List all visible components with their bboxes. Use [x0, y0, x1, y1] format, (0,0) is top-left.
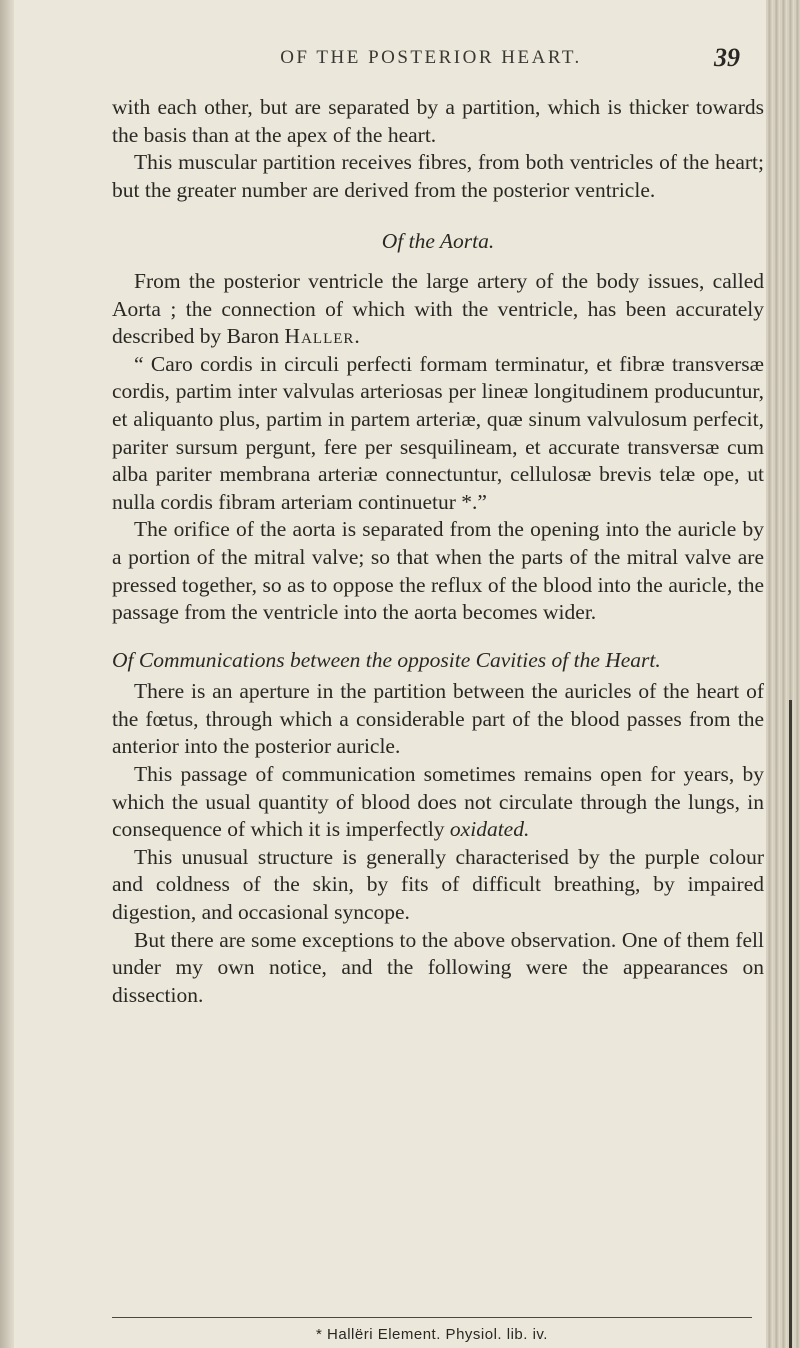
- page-number: 39: [714, 43, 740, 72]
- paragraph-continued: with each other, but are separated by a partition, which is thicker towards the basis than at the apex of the heart.: [112, 95, 764, 147]
- paragraph-muscular-partition: This muscular partition receives fibres, from both ventricles of the heart; but the greater number are derived from the posterior ventricle.: [112, 150, 764, 202]
- paragraph-structure: This unusual structure is generally characterised by the purple colour and coldness of the skin, by fits of difficult breathing, by impaired digestion, and occasional syncope.: [112, 844, 764, 925]
- paragraph-aorta: [112, 268, 764, 351]
- page-header: [112, 43, 750, 83]
- paragraph-exceptions: But there are some exceptions to the above observation. One of them fell under my own notice, and the following were the appearances on dissection.: [112, 927, 764, 1007]
- section-heading-communications: Of Communications between the opposite Cavities of the Heart.: [112, 647, 661, 672]
- paragraph-aperture: There is an aperture in the partition between the auricles of the heart of the fœtus, through which a considerable part of the blood passes from the anterior into the posterior auricle.: [112, 679, 764, 759]
- italic-oxidated: oxidated.: [449, 817, 530, 842]
- section-heading-aorta: Of the Aorta.: [381, 229, 495, 254]
- paragraph-orifice: The orifice of the aorta is separated from the opening into the auricle by a portion of the mitral valve; so that when the parts of the mitral valve are pressed together, so as to oppose the reflux of the blood into the auricle, the passage from the ventricle into the aorta becomes wider.: [112, 517, 764, 625]
- page-edge-stack: [766, 0, 800, 1348]
- running-title: OF THE POSTERIOR HEART.: [280, 47, 582, 68]
- body-text: [112, 94, 764, 1009]
- author-name-haller: Haller.: [284, 324, 361, 349]
- footnote: * Hallëri Element. Physiol. lib. iv.: [316, 1326, 548, 1343]
- paragraph-passage-text: This passage of communication sometimes remains open for years, by which the usual quantity of blood does not circulate through the lungs, in consequence of which it is imperfectly: [112, 762, 764, 842]
- footnote-rule: [112, 1317, 752, 1318]
- paragraph-aorta-text: From the posterior ventricle the large artery of the body issues, called Aorta ; the connection of which with the ventricle, has been accurately described by Baron: [112, 268, 764, 349]
- paragraph-latin-quote: “ Caro cordis in circuli perfecti formam terminatur, et fibræ transversæ cordis, partim inter valvulas arteriosas per lineæ longitudinem producuntur, et aliquanto plus, partim in partem arteriæ, quæ sinum valvulosum perfecit, pariter sursum pergunt, fere per sesquilineam, et accurate transversæ cum alba pariter membrana arteriæ connectuntur, cellulosæ brevis telæ ope, ut nulla cordis fibram arteriam continuetur *.”: [112, 351, 764, 514]
- paragraph-passage: [112, 761, 764, 844]
- binding-gutter: [0, 0, 14, 1348]
